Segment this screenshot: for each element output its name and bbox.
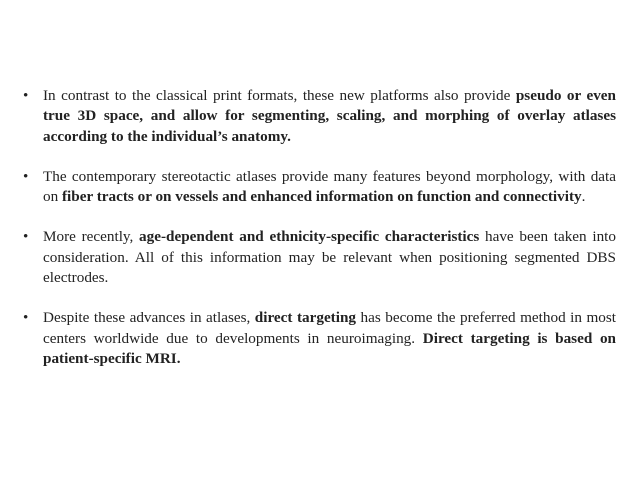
bullet-text-bold-segment: age-dependent and ethnicity-specific characteristics bbox=[139, 228, 480, 246]
bullet-text-segment: In contrast to the classical print formats, these new platforms also provide bbox=[43, 87, 516, 104]
bullet-text-segment: More recently, bbox=[43, 228, 140, 246]
bullet-text-segment: . bbox=[581, 188, 586, 206]
bullet-dot: • bbox=[23, 309, 29, 327]
bullet-text-bold-segment: direct targeting bbox=[254, 309, 357, 327]
bullet-dot: • bbox=[23, 228, 29, 246]
bullet-item-stereotactic-atlases bbox=[22, 167, 616, 208]
bullet-item-atlas-platforms bbox=[22, 86, 616, 147]
bullet-item-age-ethnicity bbox=[22, 227, 616, 288]
bullet-text-segment: Despite these advances in atlases, bbox=[43, 309, 255, 327]
bullet-item-direct-targeting bbox=[22, 308, 616, 369]
bullet-dot: • bbox=[23, 87, 29, 104]
bullet-text-segment: The contemporary stereotactic atlases provide many features beyond morphology, with data on bbox=[43, 167, 616, 206]
bullet-text-segment: has become the preferred method in most centers worldwide due to developments in neuroimaging. bbox=[43, 309, 617, 347]
bullet-list bbox=[22, 86, 616, 369]
bullet-text-segment: have been taken into consideration. All of this information may be relevant when positioning segmented DBS electrodes. bbox=[43, 228, 616, 287]
bullet-text-bold-segment: pseudo or even true 3D space, and allow for segmenting, scaling, and morphing of overlay atlases according to the individual’s anatomy. bbox=[43, 87, 616, 145]
bullet-text-bold-segment: fiber tracts or on vessels and enhanced information on function and connectivity bbox=[61, 188, 582, 206]
bullet-dot: • bbox=[23, 167, 29, 185]
bullet-text-bold-segment: Direct targeting is based on patient-specific MRI. bbox=[43, 329, 616, 367]
